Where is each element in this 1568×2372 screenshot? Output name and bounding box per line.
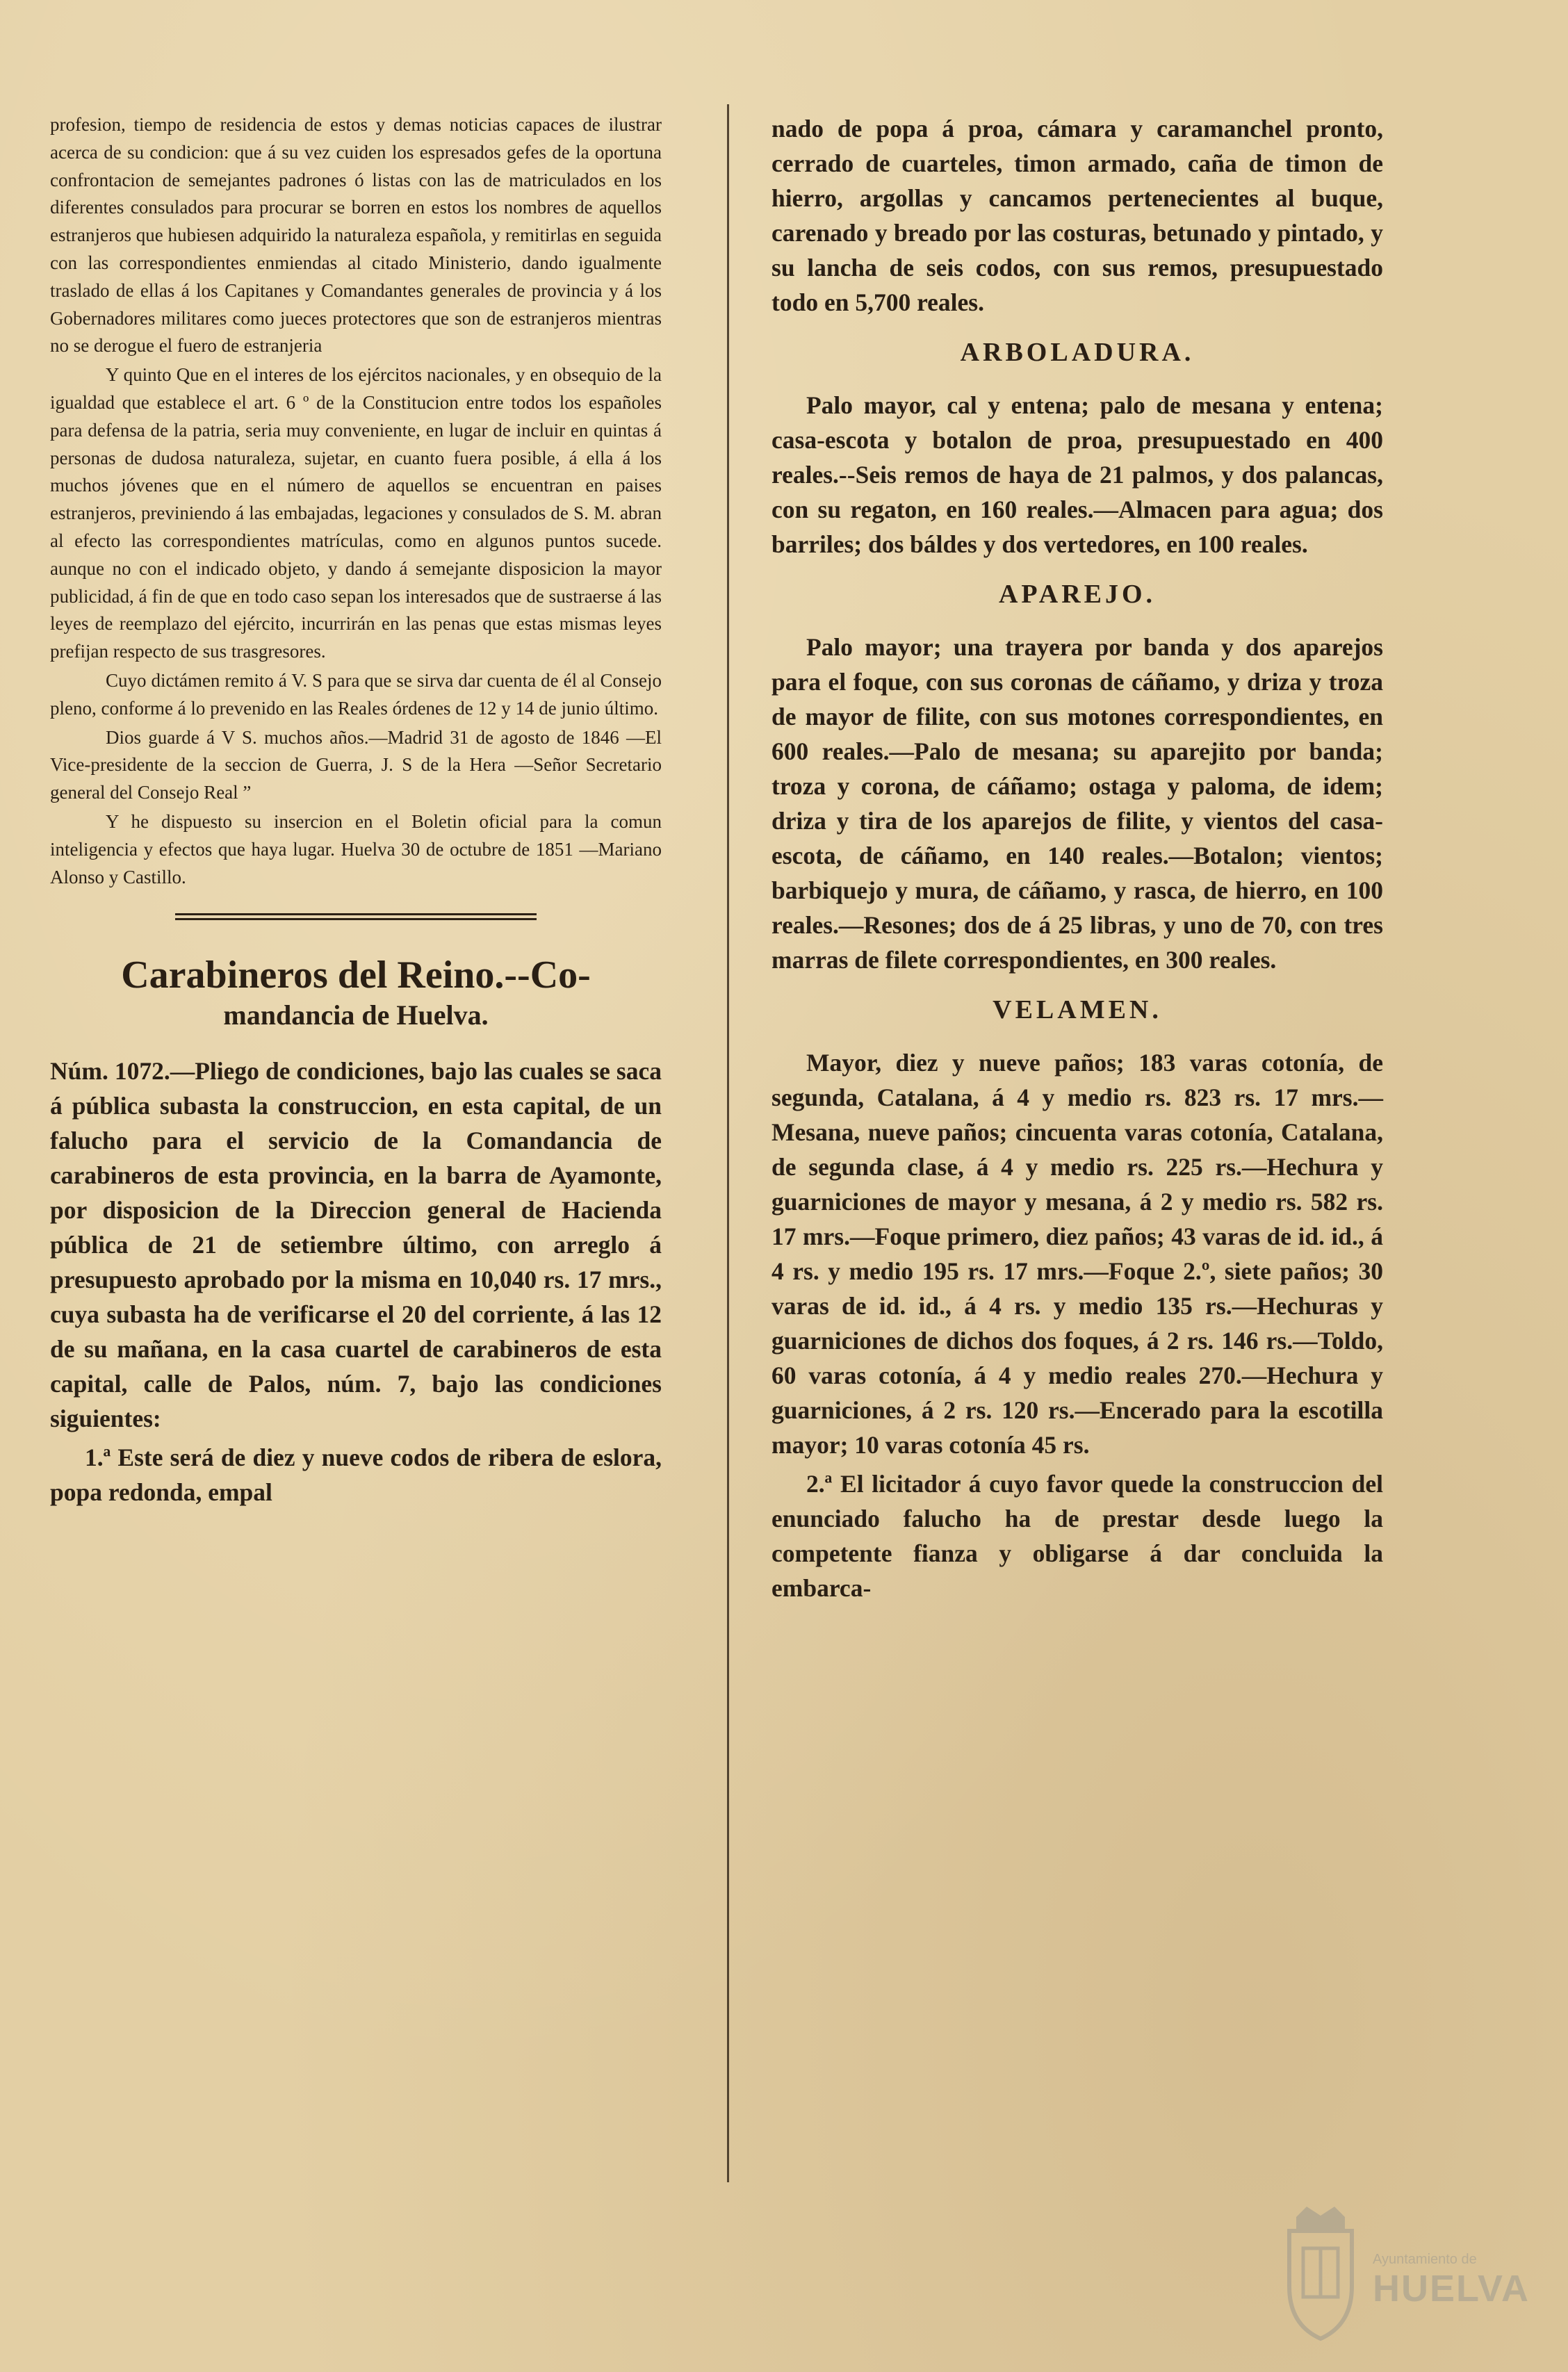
- paragraph: Mayor, diez y nueve paños; 183 varas cotonía, de segunda, Catalana, á 4 y medio rs. 823 rs. 17 mrs.—Mesana, nueve paños; cincuenta varas cotonía, Catalana, de segunda clase, á 4 y medio rs. 225 rs.—Hechura y guarniciones de mayor y mesana, á 2 y medio rs. 582 rs. 17 mrs.—Foque primero, diez paños; 43 varas de id. id., á 4 rs. y medio 195 rs. 17 mrs.—Foque 2.º, siete paños; 30 varas de id. id., á 4 rs. y medio 135 rs.—Hechuras y guarniciones de dichos dos foques, á 2 rs. 146 rs.—Toldo, 60 varas cotonía, á 4 y medio reales 270.—Hechura y guarniciones, á 2 rs. 120 rs.—Encerado para la escotilla mayor; 10 varas cotonía 45 rs.: [771, 1049, 1383, 1459]
- paragraph: profesion, tiempo de residencia de estos y demas noticias capaces de ilustrar acerca de su condicion: que á su vez cuiden los espresados gefes de la oportuna confrontacion de semejantes padrones ó listas con las de matriculados en los diferentes consulados para procurar se borren en estos los nombres de aquellos estranjeros que hubiesen adquirido la naturaleza española, y remitirlas en seguida con las correspondientes enmiendas al citado Ministerio, dando igualmente traslado de ellas á los Capitanes y Comandantes generales de provincia y á los Gobernadores militares como jueces protectores que son de estranjeros mientras no se derogue el fuero de estranjeria: [50, 114, 662, 357]
- watermark-logo: [1275, 2203, 1530, 2342]
- paragraph: nado de popa á proa, cámara y caramanchel pronto, cerrado de cuarteles, timon armado, caña de timon de hierro, argollas y cancamos pertenecientes al buque, carenado y breado por las costuras, betunado y pintado, y su lancha de seis codos, con sus remos, presupuestado todo en 5,700 reales.: [771, 115, 1383, 316]
- watermark-line1: Ayuntamiento de: [1373, 2252, 1477, 2267]
- heading-arboladura: ARBOLADURA.: [960, 338, 1195, 367]
- watermark-line2: HUELVA: [1373, 2268, 1530, 2309]
- section-divider: [175, 912, 537, 922]
- paragraph: Y he dispuesto su insercion en el Boletin oficial para la comun inteligencia y efectos que haya lugar. Huelva 30 de octubre de 1851 —Mariano Alonso y Castillo.: [50, 810, 662, 888]
- column-divider: [727, 104, 729, 2182]
- paragraph: Núm. 1072.—Pliego de condiciones, bajo las cuales se saca á pública subasta la construccion, en esta capital, de un falucho para el servicio de la Comandancia de carabineros de esta provincia, en la barra de Ayamonte, por disposicion de la Direccion general de Hacienda pública de 21 de setiembre último, con arreglo á presupuesto aprobado por la misma en 10,040 rs. 17 mrs., cuya subasta ha de verificarse el 20 del corriente, á las 12 de su mañana, en la casa cuartel de carabineros de esta capital, calle de Palos, núm. 7, bajo las condiciones siguientes:: [50, 1057, 662, 1433]
- section-title: Carabineros del Reino.--Co-: [121, 954, 591, 997]
- left-column: [50, 111, 662, 1510]
- paragraph: Y quinto Que en el interes de los ejércitos nacionales, y en obsequio de la igualdad que establece el art. 6 º de la Constitucion entre todos los españoles para defensa de la patria, seria muy conveniente, en lugar de incluir en quintas á personas de dudosa naturaleza, sujetar, en cuanto fuera posible, á ella á los muchos jóvenes que en el número de aquellos se encuentran en paises estranjeros, previniendo á las embajadas, legaciones y consulados de S. M. abran al efecto las correspondientes matrículas, como en algunos puntos sucede. aunque no con el indicado objeto, y dando á semejante disposicion la mayor publicidad, á fin de que en todo caso sepan los interesados que de sustraerse á las leyes de reemplazo del ejército, incurrirán en las penas que estas mismas leyes prefijan respecto de sus trasgresores.: [50, 364, 662, 662]
- paragraph: Palo mayor, cal y entena; palo de mesana y entena; casa-escota y botalon de proa, presupuestado en 400 reales.--Seis remos de haya de 21 palmos, y dos palancas, con su regaton, en 160 reales.—Almacen para agua; dos barriles; dos báldes y dos vertedores, en 100 reales.: [771, 391, 1383, 558]
- paragraph: Cuyo dictámen remito á V. S para que se sirva dar cuenta de él al Consejo pleno, conforme á lo prevenido en las Reales órdenes de 12 y 14 de junio último.: [50, 669, 662, 719]
- crest-icon: [1275, 2203, 1366, 2342]
- heading-aparejo: APAREJO.: [998, 580, 1157, 609]
- paragraph: 1.ª Este será de diez y nueve codos de ribera de eslora, popa redonda, empal: [50, 1443, 662, 1507]
- paragraph: 2.ª El licitador á cuyo favor quede la construccion del enunciado falucho ha de prestar desde luego la competente fianza y obligarse á dar concluida la embarca-: [771, 1470, 1383, 1602]
- notice-body: [50, 1054, 662, 1510]
- heading-velamen: VELAMEN.: [993, 995, 1162, 1024]
- right-column: [771, 111, 1383, 1605]
- section-subtitle: mandancia de Huelva.: [223, 999, 489, 1031]
- paragraph: Dios guarde á V S. muchos años.—Madrid 31 de agosto de 1846 —El Vice-presidente de la seccion de Guerra, J. S de la Hera —Señor Secretario general del Consejo Real ”: [50, 726, 662, 803]
- paragraph: Palo mayor; una trayera por banda y dos aparejos para el foque, con sus coronas de cáñamo, y driza y troza de mayor de filite, con sus motones correspondientes, en 600 reales.—Palo de mesana; su aparejito por banda; troza y corona, de cáñamo; ostaga y paloma, de idem; driza y tira de los aparejos de filite, y vientos del casa-escota, de cáñamo, en 140 reales.—Botalon; vientos; barbiquejo y mura, de cáñamo, y rasca, de hierro, en 100 reales.—Resones; dos de á 25 libras, y uno de 70, con tres marras de filete correspondientes, en 300 reales.: [771, 633, 1383, 974]
